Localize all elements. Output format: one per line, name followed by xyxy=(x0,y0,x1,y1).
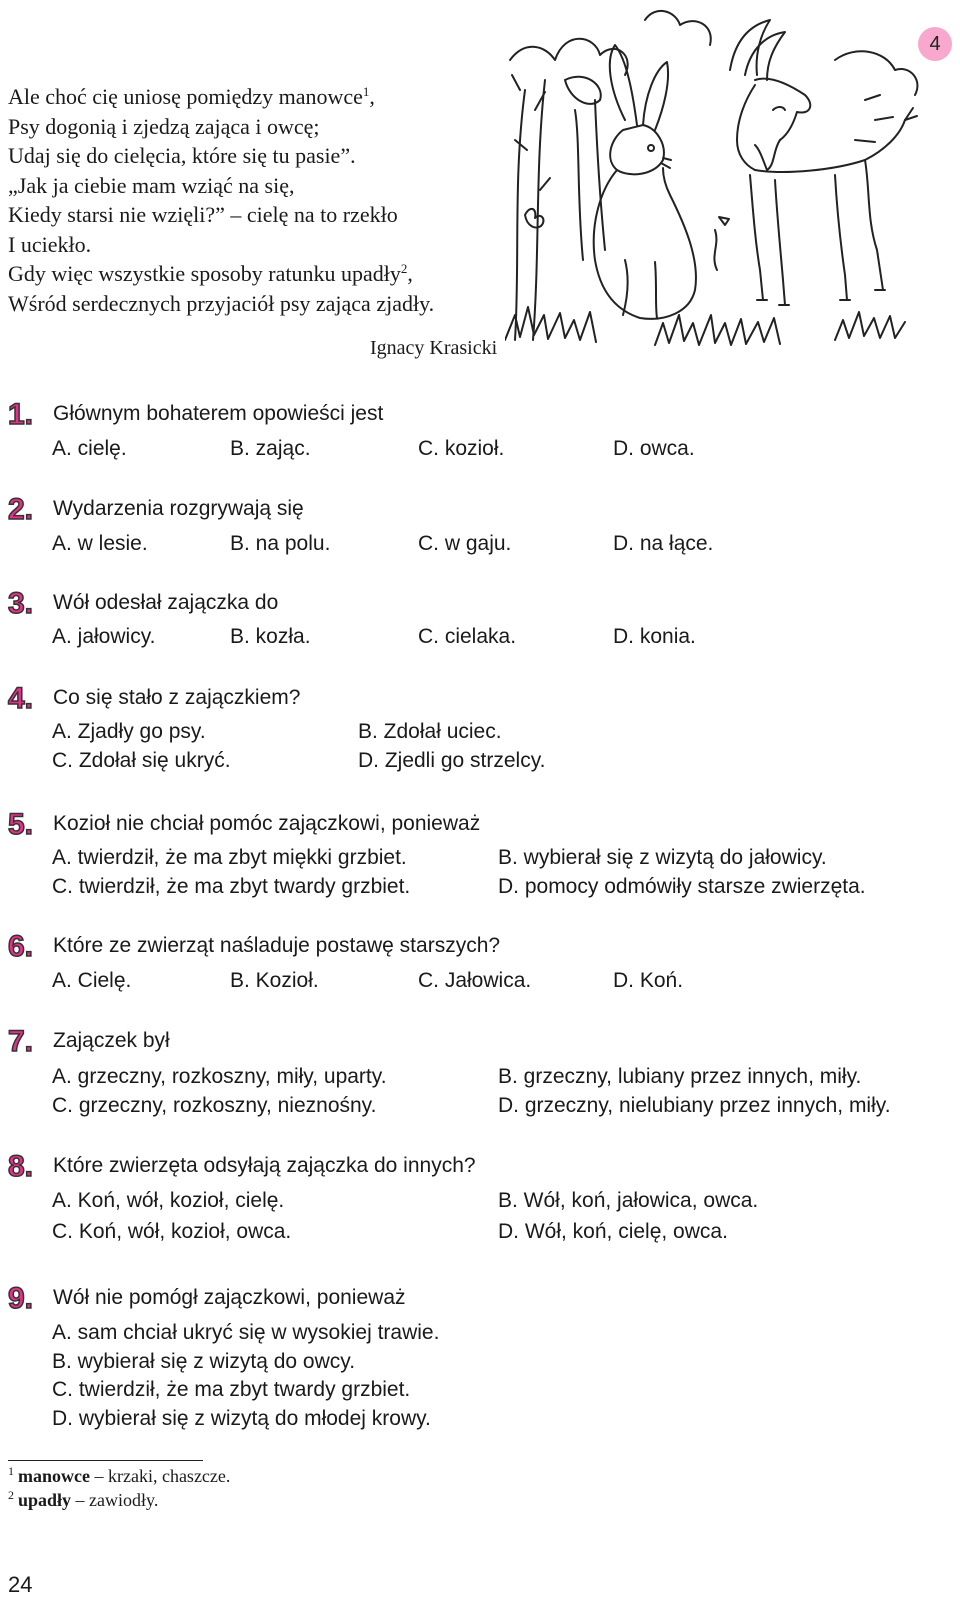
answer-option[interactable]: A. Zjadły go psy. xyxy=(52,720,206,743)
question-stem: Wydarzenia rozgrywają się xyxy=(53,497,304,520)
question-number: 3. xyxy=(8,587,34,620)
answer-option[interactable]: D. owca. xyxy=(613,437,695,460)
answer-option[interactable]: D. konia. xyxy=(613,625,696,648)
answer-option[interactable]: D. Koń. xyxy=(613,969,684,992)
question-stem: Kozioł nie chciał pomóc zajączkowi, ponieważ xyxy=(53,812,481,835)
answer-option[interactable]: B. Kozioł. xyxy=(230,969,319,992)
footnote: $^1$ manowce – krzaki, chaszcze. xyxy=(8,1464,231,1486)
hare-and-goat-illustration xyxy=(505,0,925,360)
answer-option[interactable]: C. w gaju. xyxy=(418,532,512,555)
answer-option[interactable]: C. Zdołał się ukryć. xyxy=(52,749,231,772)
question-number: 9. xyxy=(8,1282,34,1315)
answer-option[interactable]: A. twierdził, że ma zbyt miękki grzbiet. xyxy=(52,846,407,869)
footnote: $^2$ upadły – zawiodły. xyxy=(8,1488,159,1510)
question-number: 7. xyxy=(8,1025,34,1058)
question-number: 1. xyxy=(8,398,34,431)
answer-option[interactable]: C. grzeczny, rozkoszny, nieznośny. xyxy=(52,1094,377,1117)
answer-option[interactable]: C. Koń, wół, kozioł, owca. xyxy=(52,1220,292,1243)
answer-option[interactable]: B. zając. xyxy=(230,437,311,460)
footnote-marker: 1 xyxy=(362,84,370,99)
answer-option[interactable]: B. Wół, koń, jałowica, owca. xyxy=(498,1189,759,1212)
answer-option[interactable]: B. Zdołał uciec. xyxy=(358,720,502,743)
answer-option[interactable]: D. pomocy odmówiły starsze zwierzęta. xyxy=(498,875,866,898)
answer-option[interactable]: D. wybierał się z wizytą do młodej krowy. xyxy=(52,1407,431,1430)
page-number: 24 xyxy=(8,1572,33,1597)
question-stem: Które ze zwierząt naśladuje postawę starszych? xyxy=(53,934,501,957)
answer-option[interactable]: C. kozioł. xyxy=(418,437,505,460)
answer-option[interactable]: B. kozła. xyxy=(230,625,311,648)
answer-option[interactable]: C. twierdził, że ma zbyt twardy grzbiet. xyxy=(52,875,411,898)
question-stem: Które zwierzęta odsyłają zajączka do innych? xyxy=(53,1154,476,1177)
poem-line: Kiedy starsi nie wzięli?” – cielę na to rzekło xyxy=(8,202,398,227)
answer-option[interactable]: A. jałowicy. xyxy=(52,625,156,648)
answer-option[interactable]: A. grzeczny, rozkoszny, miły, uparty. xyxy=(52,1065,387,1088)
answer-option[interactable]: A. Cielę. xyxy=(52,969,132,992)
answer-option[interactable]: D. grzeczny, nielubiany przez innych, miły. xyxy=(498,1094,891,1117)
answer-option[interactable]: C. Jałowica. xyxy=(418,969,532,992)
poem-line: I uciekło. xyxy=(8,231,92,257)
answer-option[interactable]: C. cielaka. xyxy=(418,625,517,648)
question-number: 2. xyxy=(8,493,34,526)
question-number: 5. xyxy=(8,808,34,841)
answer-option[interactable]: B. na polu. xyxy=(230,532,331,555)
answer-option[interactable]: B. grzeczny, lubiany przez innych, miły. xyxy=(498,1065,862,1088)
poem-line: Psy dogonią i zjedzą zająca i owcę; xyxy=(8,113,320,139)
poem-line: Gdy więc wszystkie sposoby ratunku upadły$^2$, xyxy=(8,261,413,286)
poem-line: Udaj się do cielęcia, które się tu pasie”. xyxy=(8,143,356,168)
question-stem: Zajączek był xyxy=(53,1029,170,1052)
page-badge: 4 xyxy=(918,27,952,61)
answer-option[interactable]: A. cielę. xyxy=(52,437,127,460)
question-number: 8. xyxy=(8,1150,34,1183)
footnotes-divider xyxy=(8,1460,203,1461)
question-stem: Głównym bohaterem opowieści jest xyxy=(53,402,384,425)
answer-option[interactable]: A. Koń, wół, kozioł, cielę. xyxy=(52,1189,285,1212)
answer-option[interactable]: B. wybierał się z wizytą do jałowicy. xyxy=(498,846,827,869)
question-number: 4. xyxy=(8,682,34,715)
answer-option[interactable]: D. Zjedli go strzelcy. xyxy=(358,749,546,772)
answer-option[interactable]: A. w lesie. xyxy=(52,532,148,555)
poem-line: Wśród serdecznych przyjaciół psy zająca zjadły. xyxy=(8,290,435,316)
answer-option[interactable]: A. sam chciał ukryć się w wysokiej trawie. xyxy=(52,1321,440,1344)
answer-option[interactable]: B. wybierał się z wizytą do owcy. xyxy=(52,1350,356,1373)
answer-option[interactable]: D. na łące. xyxy=(613,532,714,555)
poem xyxy=(8,82,528,318)
poem-line: „Jak ja ciebie mam wziąć na się, xyxy=(8,172,295,198)
footnote-marker: 2 xyxy=(400,261,408,276)
answer-option[interactable]: D. Wół, koń, cielę, owca. xyxy=(498,1220,728,1243)
poem-author: Ignacy Krasicki xyxy=(370,337,498,359)
question-number: 6. xyxy=(8,930,34,963)
question-stem: Co się stało z zajączkiem? xyxy=(53,686,301,709)
question-stem: Wół odesłał zajączka do xyxy=(53,591,279,614)
question-stem: Wół nie pomógł zajączkowi, ponieważ xyxy=(53,1286,406,1309)
poem-line: Ale choć cię uniosę pomiędzy manowce$^1$, xyxy=(8,84,375,109)
answer-option[interactable]: C. twierdził, że ma zbyt twardy grzbiet. xyxy=(52,1378,411,1401)
